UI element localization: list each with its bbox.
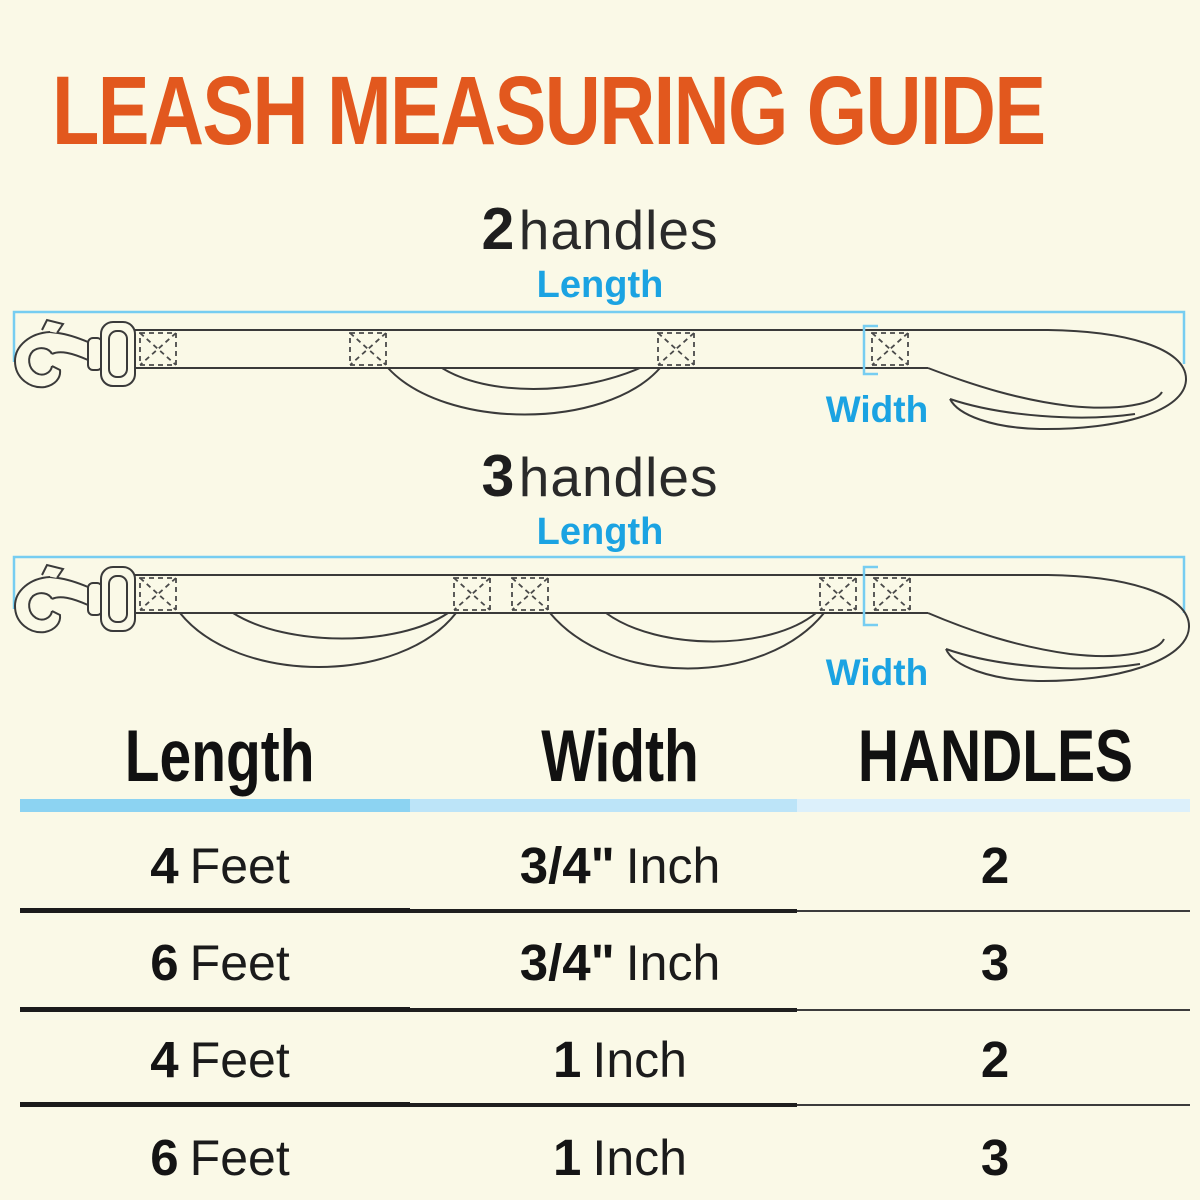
stitch-boxes <box>140 578 910 610</box>
table-row <box>0 933 1190 991</box>
width-cell <box>440 933 800 991</box>
handles-cell <box>800 1128 1190 1186</box>
table-header-handles-cell <box>800 715 1190 797</box>
underline-segment-width <box>410 799 797 812</box>
stitch-box <box>874 578 910 610</box>
handles-value: 3 <box>980 933 1010 991</box>
width-unit: Inch <box>625 934 721 991</box>
handles-cell <box>800 933 1190 991</box>
width-value: 3/4" <box>519 836 615 894</box>
length-unit: Feet <box>189 1031 290 1088</box>
handles-value: 2 <box>980 836 1010 894</box>
stitch-box <box>350 333 386 365</box>
length-unit: Feet <box>189 934 290 991</box>
diagram-1-width-label: Width <box>825 389 929 430</box>
handle-loop-2 <box>550 613 824 669</box>
width-value: 1 <box>553 1128 582 1186</box>
handles-cell <box>800 1030 1190 1088</box>
handles-value: 2 <box>980 1030 1010 1088</box>
row-separator <box>0 1007 1190 1013</box>
diagram-2-handle-word: handles <box>518 446 719 508</box>
handles-cell <box>800 836 1190 894</box>
table-row <box>0 836 1190 894</box>
width-value: 3/4" <box>519 933 615 991</box>
strap <box>134 330 1048 368</box>
diagram-2-handle-count: 3 <box>481 443 515 509</box>
width-cell <box>440 1030 800 1088</box>
length-bracket <box>14 557 1184 613</box>
width-value: 1 <box>553 1030 582 1088</box>
table-header-length: Length <box>125 715 315 797</box>
table-header-handles: HANDLES <box>857 715 1133 797</box>
row-separator <box>0 908 1190 914</box>
handle-loop-middle <box>388 368 660 415</box>
snap-hook-icon <box>15 565 135 632</box>
handle-loop-end <box>928 575 1189 681</box>
length-cell <box>0 836 440 894</box>
length-cell <box>0 1030 440 1088</box>
stitch-box <box>512 578 548 610</box>
handle-loop-end <box>928 330 1186 429</box>
diagram-2-caption <box>0 443 1200 509</box>
width-cell <box>440 836 800 894</box>
diagram-2-width-label: Width <box>825 652 929 693</box>
length-cell <box>0 933 440 991</box>
table-header-length-cell <box>0 715 440 797</box>
length-bracket <box>14 312 1184 364</box>
diagram-1-handle-count: 2 <box>481 196 515 262</box>
table-row <box>0 1128 1190 1186</box>
handles-value: 3 <box>980 1128 1010 1186</box>
underline-segment-handles <box>797 799 1190 812</box>
length-value: 4 <box>150 1030 179 1088</box>
strap <box>134 575 1048 613</box>
stitch-boxes <box>140 333 908 365</box>
diagram-1-length-label: Length <box>536 264 664 306</box>
table-header-width-cell <box>440 715 800 797</box>
diagram-1-caption <box>0 196 1200 262</box>
table-header-row <box>0 715 1190 797</box>
handle-loop-1 <box>180 613 456 667</box>
stitch-box <box>658 333 694 365</box>
diagram-1-handle-word: handles <box>518 199 719 261</box>
length-value: 4 <box>150 836 179 894</box>
underline-segment-length <box>20 799 410 812</box>
stitch-box <box>872 333 908 365</box>
stitch-box <box>140 333 176 365</box>
width-unit: Inch <box>592 1031 687 1088</box>
stitch-box <box>140 578 176 610</box>
page-title: LEASH MEASURING GUIDE <box>52 56 1045 165</box>
length-unit: Feet <box>189 837 290 894</box>
width-cell <box>440 1128 800 1186</box>
length-value: 6 <box>150 1128 179 1186</box>
width-unit: Inch <box>625 837 721 894</box>
leash-diagram-3-handles <box>0 545 1200 697</box>
length-value: 6 <box>150 933 179 991</box>
row-separator <box>0 1102 1190 1108</box>
stitch-box <box>820 578 856 610</box>
diagram-2-length-label: Length <box>536 511 664 553</box>
table-row <box>0 1030 1190 1088</box>
table-header-underline <box>0 799 1190 812</box>
length-cell <box>0 1128 440 1186</box>
snap-hook-icon <box>15 320 135 387</box>
stitch-box <box>454 578 490 610</box>
leash-diagram-2-handles <box>0 300 1200 445</box>
width-unit: Inch <box>592 1129 687 1186</box>
length-unit: Feet <box>189 1129 290 1186</box>
table-header-width: Width <box>541 715 699 797</box>
